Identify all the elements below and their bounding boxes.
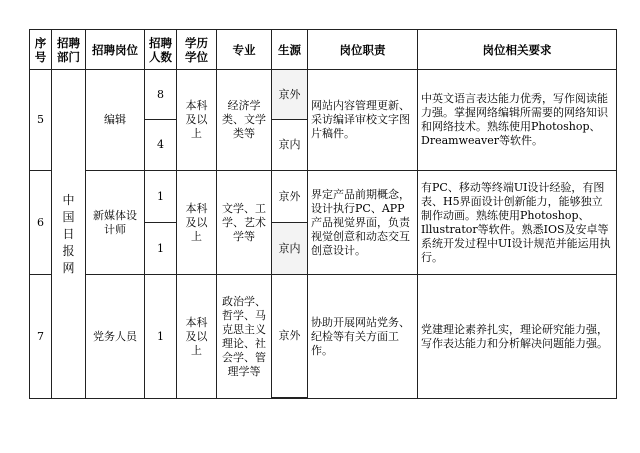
position-cell: 编辑 <box>86 70 145 171</box>
header-count: 招聘人数 <box>145 30 177 70</box>
count-cell: 4 <box>145 120 177 171</box>
count-cell: 1 <box>145 275 177 399</box>
seq-cell: 5 <box>30 70 52 171</box>
requirements-cell: 中英文语言表达能力优秀，写作阅读能力强。掌握网络编辑所需要的网络知识和网络技术。熟练使用Photoshop、Dreamweaver等软件。 <box>418 70 617 171</box>
header-major: 专业 <box>217 30 272 70</box>
table-row <box>30 70 617 120</box>
header-duty: 岗位职责 <box>308 30 418 70</box>
source-cell: 京外 <box>272 171 308 223</box>
position-cell: 新媒体设计师 <box>86 171 145 275</box>
department-cell: 中国日报网 <box>52 70 86 399</box>
recruitment-table <box>29 29 617 399</box>
duty-cell: 网站内容管理更新、采访编译审校文字图片稿件。 <box>308 70 418 171</box>
seq-cell: 6 <box>30 171 52 275</box>
requirements-cell: 党建理论素养扎实，理论研究能力强，写作表达能力和分析解决问题能力强。 <box>418 275 617 399</box>
header-seq: 序号 <box>30 30 52 70</box>
major-cell: 文学、工学、艺术学等 <box>217 171 272 275</box>
table-row <box>30 275 617 398</box>
count-cell: 8 <box>145 70 177 120</box>
duty-cell: 协助开展网站党务、纪检等有关方面工作。 <box>308 275 418 399</box>
edu-cell: 本科及以上 <box>177 70 217 171</box>
source-cell: 京外 <box>272 275 308 398</box>
major-cell: 经济学类、文学类等 <box>217 70 272 171</box>
header-req: 岗位相关要求 <box>418 30 617 70</box>
source-cell: 京内 <box>272 223 308 275</box>
source-cell-empty <box>272 398 308 399</box>
header-dept: 招聘部门 <box>52 30 86 70</box>
position-cell: 党务人员 <box>86 275 145 399</box>
count-cell: 1 <box>145 223 177 275</box>
edu-cell: 本科及以上 <box>177 171 217 275</box>
header-source: 生源 <box>272 30 308 70</box>
count-cell: 1 <box>145 171 177 223</box>
duty-cell: 界定产品前期概念，设计执行PC、APP产品视觉界面，负责视觉创意和动态交互创意设计。 <box>308 171 418 275</box>
requirements-cell: 有PC、移动等终端UI设计经验，有图表、H5界面设计创新能力，能够独立制作动画。熟练使用Photoshop、Illustrator等软件。熟悉IOS及安卓等系统开发过程中UI设计规范并能运用执行。 <box>418 171 617 275</box>
header-row <box>30 30 617 70</box>
seq-cell: 7 <box>30 275 52 399</box>
source-cell: 京外 <box>272 70 308 120</box>
source-cell: 京内 <box>272 120 308 171</box>
table-row <box>30 171 617 223</box>
header-position: 招聘岗位 <box>86 30 145 70</box>
major-cell: 政治学、哲学、马克思主义理论、社会学、管理学等 <box>217 275 272 399</box>
edu-cell: 本科及以上 <box>177 275 217 399</box>
header-edu: 学历学位 <box>177 30 217 70</box>
